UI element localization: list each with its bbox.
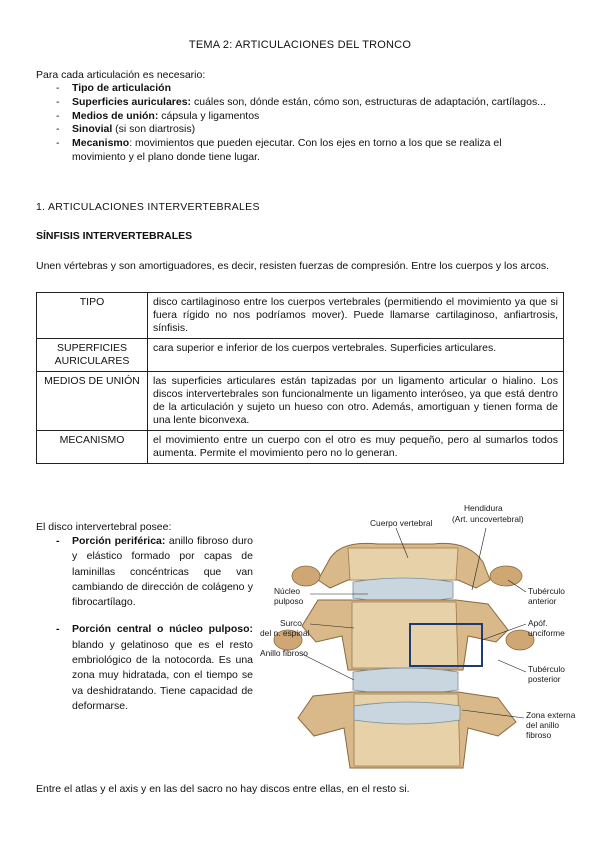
table-value: las superficies articulares están tapizadas por un ligamento articular o hialino. Los discos intervertebrales son funcionalmente un ligamento interóseo, ya que está dentro de la articulación y sujeto un hueso con otro. Además, amortiguan y tienen forma de una lente biconvexa. — [148, 372, 564, 431]
vertebra-illustration — [258, 500, 576, 772]
term: Mecanismo — [72, 137, 130, 150]
articulation-table — [36, 292, 564, 464]
table-row — [37, 431, 564, 464]
term: Tipo de articulación — [72, 82, 171, 94]
disc-intro: El disco intervertebral posee: — [36, 521, 172, 533]
term: Porción periférica: — [72, 535, 166, 547]
page-title: TEMA 2: ARTICULACIONES DEL TRONCO — [188, 39, 412, 51]
table-key: SUPERFICIES AURICULARES — [37, 339, 148, 372]
label-cuerpo-vertebral: Cuerpo vertebral — [370, 518, 433, 528]
sinfisis-paragraph: Unen vértebras y son amortiguadores, es decir, resisten fuerzas de compresión. Entre los cuerpos y los arcos. — [36, 260, 549, 272]
label-surco: Surco — [280, 618, 302, 628]
list-item: - Superficies auriculares: cuáles son, dónde están, cómo son, estructuras de adaptación, cartílagos... — [56, 96, 546, 110]
label-fibroso: fibroso — [526, 730, 552, 740]
term: Porción central o núcleo pulposo: — [72, 623, 253, 636]
requirements-list — [56, 82, 546, 165]
label-surco-detail: del n. espinal — [260, 628, 310, 638]
list-item: - Porción central o núcleo pulposo: blando y gelatinoso que es el resto embriológico de la notocorda. Es una zona muy hidratada, con el tiempo se va deshidratando. Tiene capacidad de deformarse. — [56, 622, 253, 714]
spine-shape — [274, 543, 534, 768]
label-tuberculo-anterior: Tubérculo — [528, 586, 565, 596]
subsection-heading: SÍNFISIS INTERVERTEBRALES — [36, 230, 193, 242]
list-item: - Sinovial (si son diartrosis) — [56, 123, 546, 137]
list-item — [56, 82, 546, 96]
term: Medios de unión: — [72, 109, 159, 122]
label-nucleo: Núcleo — [274, 586, 301, 596]
table-key: MEDIOS DE UNIÓN — [37, 372, 148, 431]
label-zona-externa: Zona externa — [526, 710, 576, 720]
label-hendidura-detail: (Art. uncovertebral) — [452, 514, 524, 524]
term: Superficies auriculares: — [72, 95, 192, 108]
label-tuberculo-posterior-2: posterior — [528, 674, 561, 684]
list-item: - Medios de unión: cápsula y ligamentos — [56, 110, 546, 124]
list-item: - Porción periférica: anillo fibroso duro y elástico formado por capas de laminillas concéntricas que van cambiando de dirección de colágeno y fibrocartílago. — [56, 534, 253, 610]
section-heading: 1. ARTICULACIONES INTERVERTEBRALES — [36, 201, 260, 213]
label-hendidura: Hendidura — [464, 503, 503, 513]
table-row — [37, 372, 564, 431]
label-tuberculo-posterior: Tubérculo — [528, 664, 565, 674]
term: Sinovial — [72, 123, 113, 136]
table-key: MECANISMO — [37, 431, 148, 464]
closing-text: Entre el atlas y el axis y en las del sacro no hay discos entre ellas, en el resto si. — [36, 783, 410, 795]
label-anillo: Anillo fibroso — [260, 648, 308, 658]
disc-parts-list — [56, 534, 253, 714]
intro-text: Para cada articulación es necesario: — [36, 69, 206, 81]
table-row — [37, 339, 564, 372]
table-key: TIPO — [37, 293, 148, 339]
label-pulposo: pulposo — [274, 596, 304, 606]
label-del-anillo: del anillo — [526, 720, 560, 730]
label-unciforme: unciforme — [528, 628, 565, 638]
table-value: disco cartilaginoso entre los cuerpos vertebrales (permitiendo el movimiento ya que si fuera rígido no nos podríamos mover). Puede llamarse cartilaginoso, anfiartrosis, sínfisis. — [148, 293, 564, 339]
table-value: el movimiento entre un cuerpo con el otro es muy pequeño, pero al sumarlos todos aumenta. Permite el movimiento pero no lo generan. — [148, 431, 564, 464]
table-value: cara superior e inferior de los cuerpos vertebrales. Superficies articulares. — [148, 339, 564, 372]
list-item: - Mecanismo: movimientos que pueden ejecutar. Con los ejes en torno a los que se realiza el movimiento y el plano donde tiene lugar. — [56, 137, 546, 165]
label-apofisis: Apóf. — [528, 618, 548, 628]
label-tuberculo-anterior-2: anterior — [528, 596, 557, 606]
table-row — [37, 293, 564, 339]
